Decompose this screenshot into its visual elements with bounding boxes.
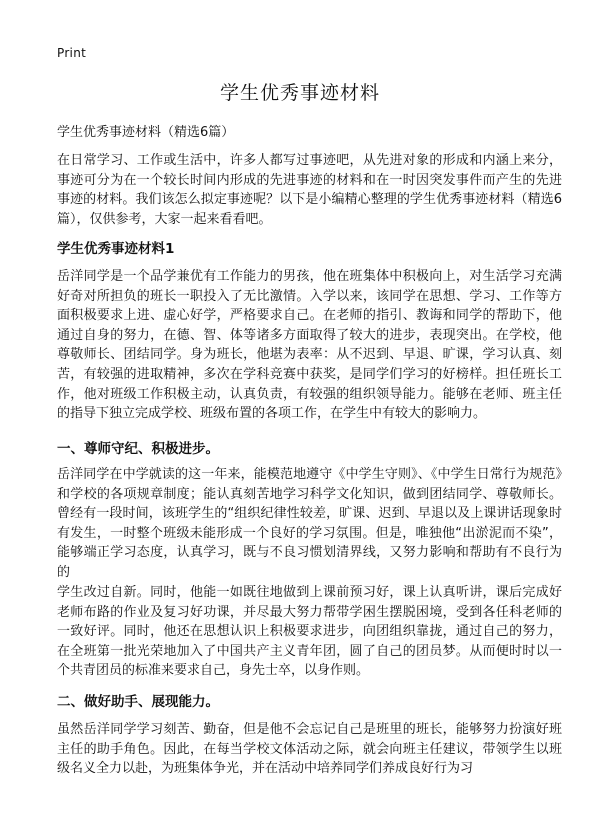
subsection-1-paragraph-2: 学生改过自新。同时，他能一如既往地做到上课前预习好，课上认真听讲，课后完成好老师布路的作业及复习好功课，并尽最大努力帮带学困生摆脱困境，受到各任科老师的一致好评。同时，他还在思想认识上积极要求进步，向团组织靠拢，通过自己的努力，在全班第一批光荣地加入了中国共产主义青年团，圆了自己的团员梦。从而便时时以一个共青团员的标准来要求自己，身先士卒，以身作则。	[57, 585, 562, 679]
document-subtitle: 学生优秀事迹材料（精选6篇）	[57, 125, 235, 140]
section-paragraph: 岳洋同学是一个品学兼优有工作能力的男孩，他在班集体中积极向上，对生活学习充满好奇对所担负的班长一职投入了无比激情。入学以来，该同学在思想、学习、工作等方面积极要求上进、虚心好学，严格要求自己。在老师的指引、教诲和同学的帮助下，他通过自身的努力，在德、智、体等诸多方面取得了较大的进步，表现突出。在学校，他尊敬师长、团结同学。身为班长，他堪为表率：从不迟到、早退、旷课，学习认真、刻苦，有较强的进取精神，多次在学科竞赛中获奖，是同学们学习的好榜样。担任班长工作，他对班级工作积极主动，认真负责，有较强的组织领导能力。能够在老师、班主任的指导下独立完成学校、班级布置的各项工作，在学生中有较大的影响力。	[57, 269, 562, 422]
subsection-1-paragraph-1: 岳洋同学在中学就读的这一年来，能模范地遵守《中学生守则》、《中学生日常行为规范》和学校的各项规章制度；能认真刻苦地学习科学文化知识，做到团结同学、尊敬师长。曾经有一段时间，该班学生的“组织纪律性较差，旷课、迟到、早退以及上课讲话现象时有发生，一时整个班级未能形成一个良好的学习氛围。但是，唯独他“出淤泥而不染”，能够端正学习态度，认真学习，既与不良习惯划清界线，又努力影响和帮助有不良行为的	[57, 467, 562, 580]
subsection-2-paragraph: 虽然岳洋同学学习刻苦、勤奋，但是他不会忘记自己是班里的班长，能够努力扮演好班主任的助手角色。因此，在每当学校文体活动之际，就会向班主任建议，带领学生以班级名义全力以赴，为班集体争光，并在活动中培养同学们养成良好行为习	[57, 722, 562, 777]
page-title: 学生优秀事迹材料	[219, 82, 380, 104]
intro-paragraph: 在日常学习、工作或生活中，许多人都写过事迹吧，从先进对象的形成和内涵上来分，事迹可分为在一个较长时间内形成的先进事迹的材料和在一时因突发事件而产生的先进事迹的材料。我们该怎么拟定事迹呢？以下是小编精心整理的学生优秀事迹材料（精选6篇），仅供参考，大家一起来看看吧。	[57, 153, 562, 227]
subsection-heading-2: 二、做好助手、展现能力。	[57, 694, 219, 710]
print-link[interactable]: Print	[57, 46, 87, 60]
subsection-heading-1: 一、尊师守纪、积极进步。	[57, 441, 219, 457]
section-heading: 学生优秀事迹材料1	[57, 241, 175, 257]
